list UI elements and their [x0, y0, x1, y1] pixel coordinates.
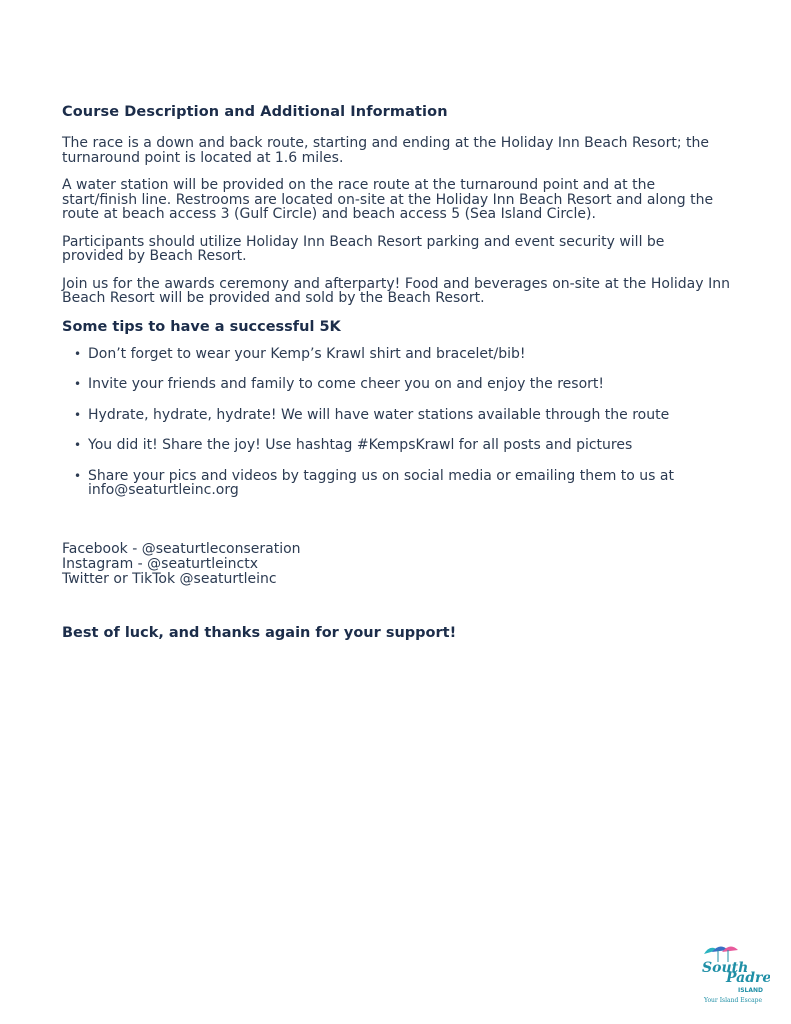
paragraph-parking: Participants should utilize Holiday Inn Beach Resort parking and event security will be provided by Beach Resort.: [62, 233, 665, 264]
logo-line1: South: [702, 960, 749, 976]
bullet-icon: •: [74, 468, 82, 483]
paragraph-water-station: A water station will be provided on the race route at the turnaround point and at the start/finish line. Restrooms are located on-site at the Holiday Inn Beach Resort and along the route at beach access 3 (Gulf Circle) and beach access 5 (Sea Island Circle).: [62, 177, 714, 222]
facebook-handle: Facebook - @seaturtleconseration: [62, 540, 301, 557]
list-item: [62, 408, 730, 423]
list-item: [62, 347, 730, 362]
bullet-icon: •: [74, 438, 82, 452]
instagram-handle: Instagram - @seaturtleinctx: [62, 555, 259, 572]
document-page: [62, 104, 730, 641]
tips-heading: Some tips to have a successful 5K: [62, 318, 341, 335]
tip-text: Don’t forget to wear your Kemp’s Krawl shirt and bracelet/bib!: [88, 345, 526, 362]
social-handles: [62, 542, 730, 587]
bullet-icon: •: [74, 407, 82, 422]
tip-text: Share your pics and videos by tagging us on social media or emailing them to us at info@seaturtleinc.org: [88, 467, 674, 498]
list-item: [62, 377, 730, 392]
list-item: [62, 469, 730, 498]
logo-line3: ISLAND: [738, 987, 764, 994]
paragraph-route: The race is a down and back route, starting and ending at the Holiday Inn Beach Resort; the turnaround point is located at 1.6 miles.: [62, 135, 709, 166]
south-padre-island-logo: [698, 940, 770, 1008]
tip-text: Invite your friends and family to come cheer you on and enjoy the resort!: [88, 376, 605, 392]
list-item: [62, 438, 730, 453]
twitter-tiktok-handle: Twitter or TikTok @seaturtleinc: [62, 570, 277, 587]
course-description-heading: Course Description and Additional Information: [62, 104, 448, 120]
paragraph-awards: Join us for the awards ceremony and afterparty! Food and beverages on-site at the Holiday Inn Beach Resort will be provided and sold by the Beach Resort.: [62, 275, 730, 306]
tip-text: Hydrate, hydrate, hydrate! We will have water stations available through the route: [88, 406, 670, 423]
logo-tagline: Your Island Escape: [704, 997, 763, 1004]
tips-list: [62, 347, 730, 498]
bullet-icon: •: [74, 377, 82, 391]
bullet-icon: •: [74, 346, 82, 361]
tip-text: You did it! Share the joy! Use hashtag #KempsKrawl for all posts and pictures: [88, 437, 633, 453]
closing-message: Best of luck, and thanks again for your support!: [62, 624, 457, 641]
logo-line2: Padre: [726, 970, 770, 986]
